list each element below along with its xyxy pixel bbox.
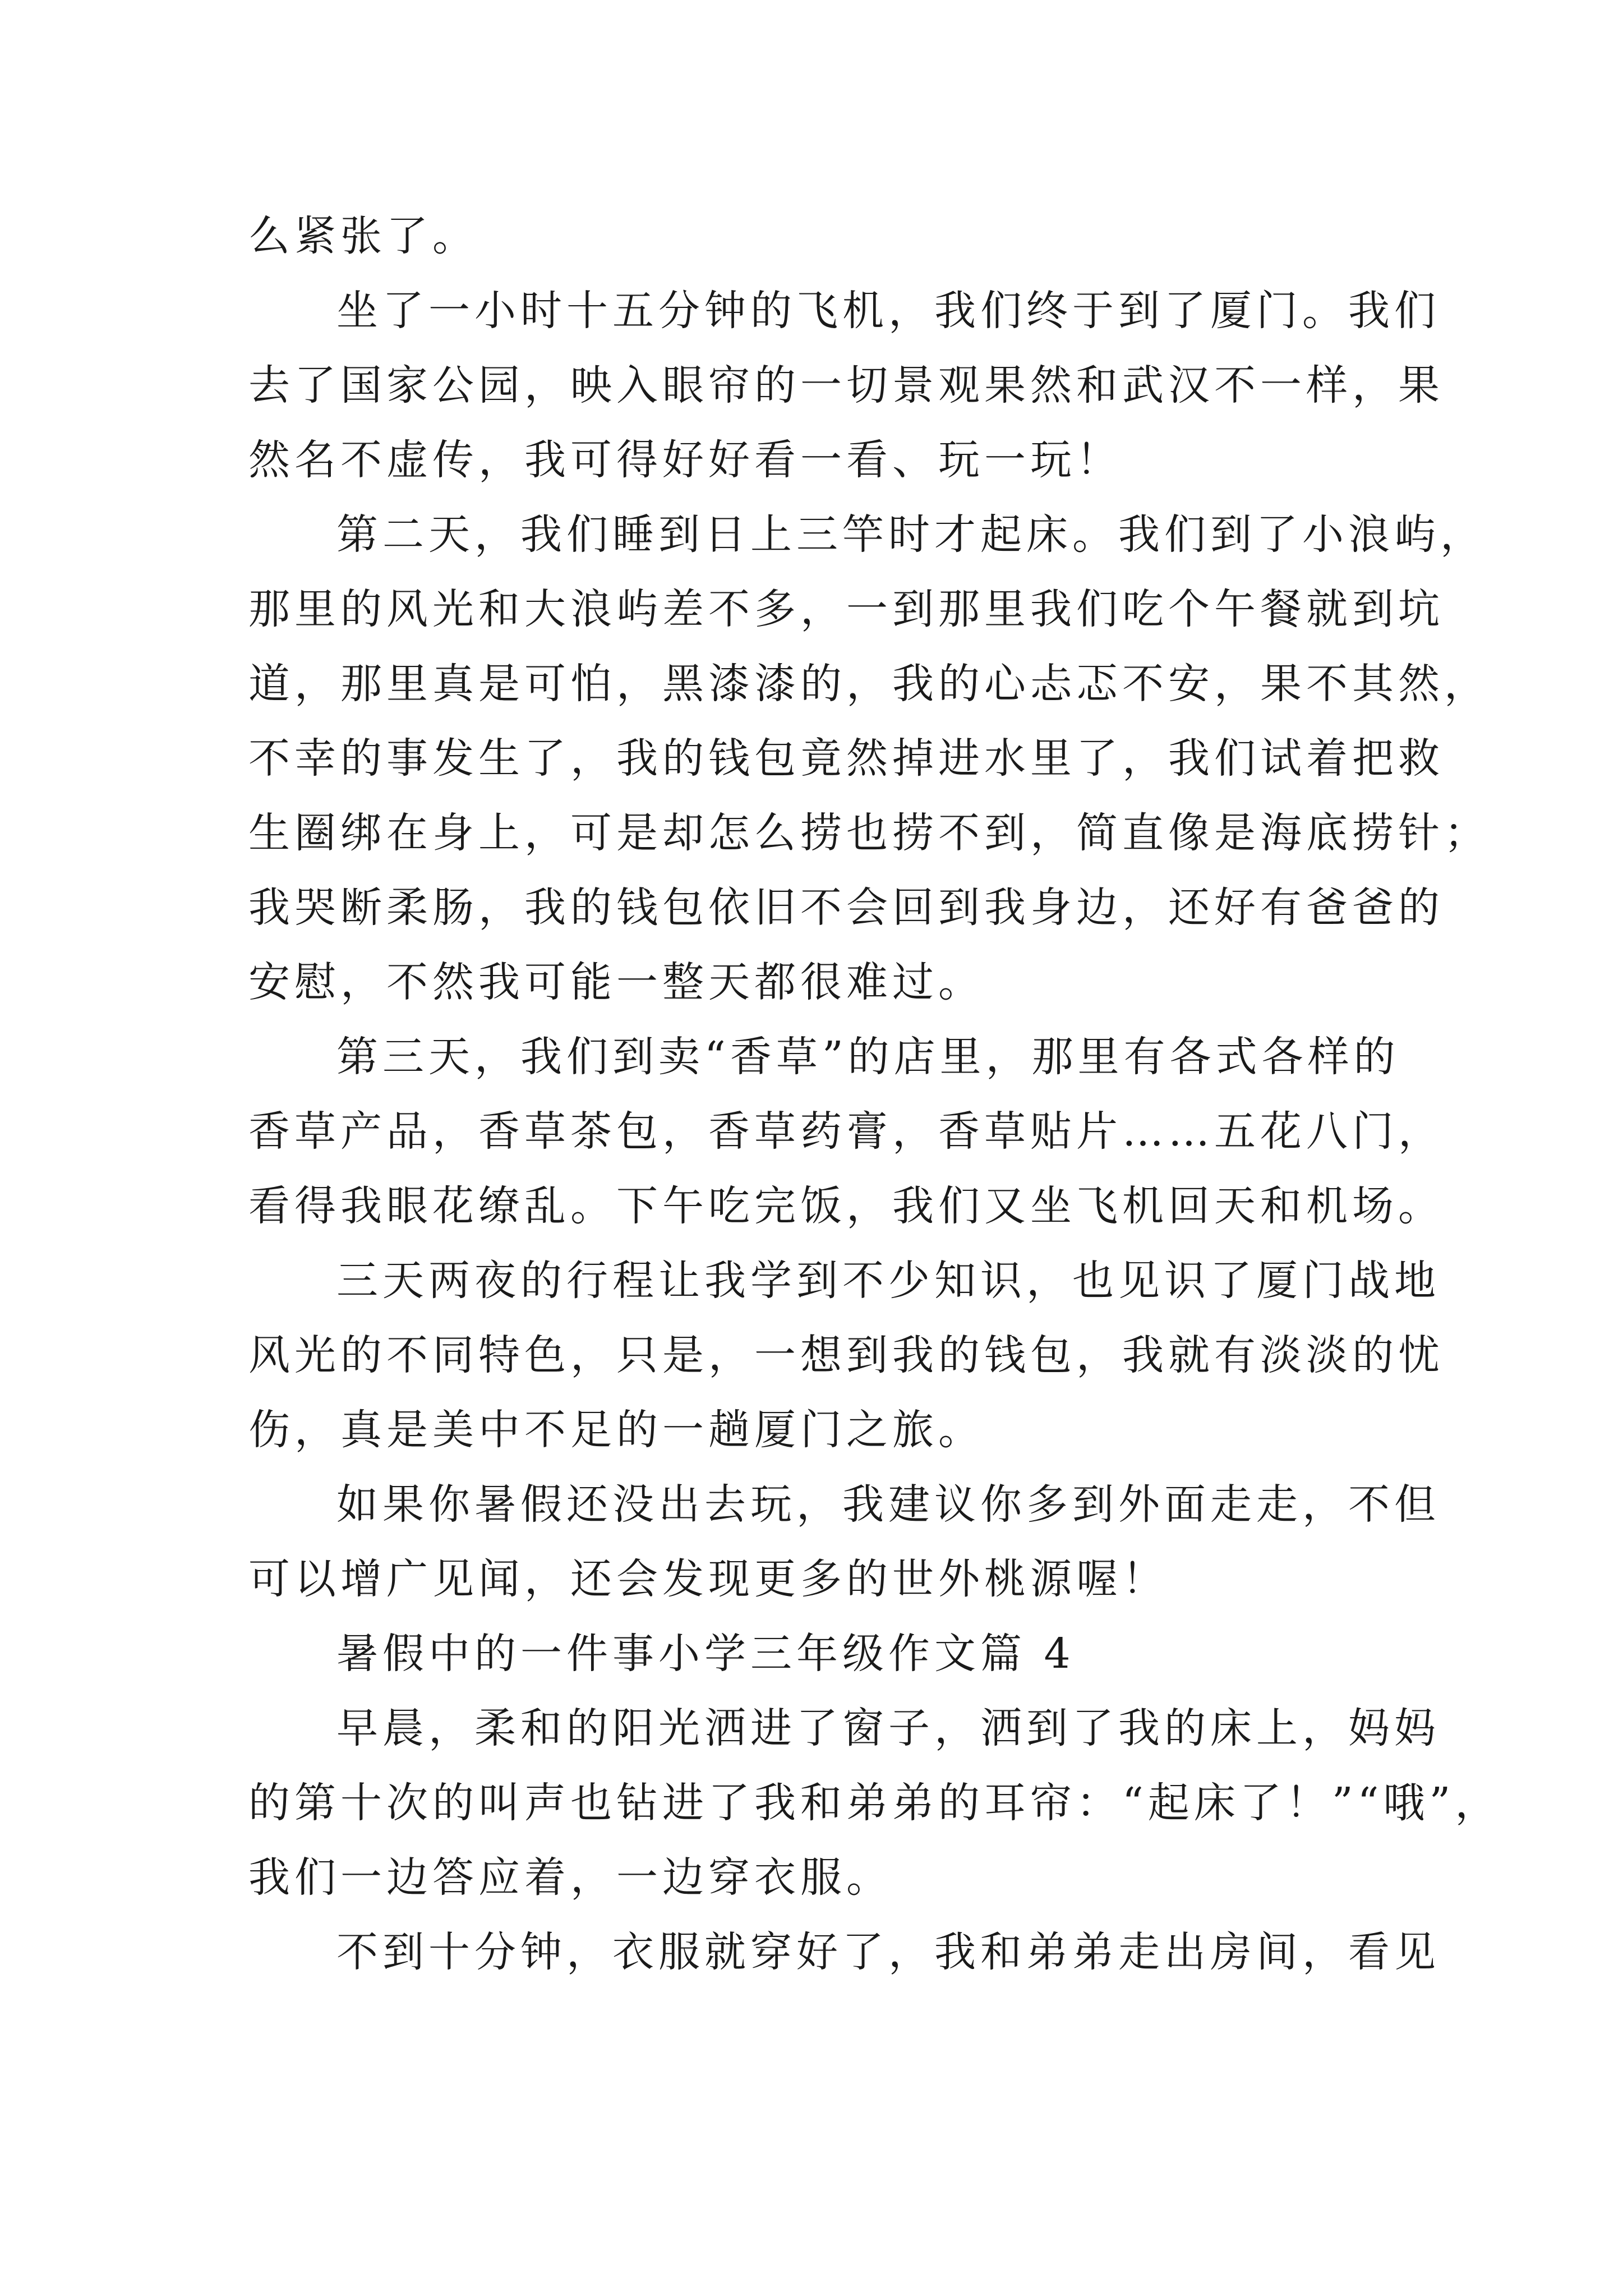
text-line: 我们一边答应着，一边穿衣服。 (248, 1853, 892, 1902)
text-line: 第三天，我们到卖“香草”的店里，那里有各式各样的 (336, 1033, 1400, 1081)
text-line: 可以增广见闻，还会发现更多的世外桃源喔！ (248, 1555, 1168, 1603)
text-line: 然名不虚传，我可得好好看一看、玩一玩！ (248, 436, 1122, 484)
text-line: 道，那里真是可怕，黑漆漆的，我的心忐忑不安，果不其然， (248, 660, 1490, 708)
text-line: 不幸的事发生了，我的钱包竟然掉进水里了，我们试着把救 (248, 734, 1444, 783)
text-line: 看得我眼花缭乱。下午吃完饭，我们又坐飞机回天和机场。 (248, 1182, 1444, 1230)
text-line: 伤，真是美中不足的一趟厦门之旅。 (248, 1406, 984, 1454)
text-line: 不到十分钟，衣服就穿好了，我和弟弟走出房间，看见 (336, 1928, 1440, 1976)
text-line: 生圈绑在身上，可是却怎么捞也捞不到，简直像是海底捞针； (248, 809, 1490, 857)
text-line: 的第十次的叫声也钻进了我和弟弟的耳帘：“起床了！”“哦”， (248, 1779, 1501, 1827)
text-line: 风光的不同特色，只是，一想到我的钱包，我就有淡淡的忧 (248, 1331, 1444, 1379)
text-line: 早晨，柔和的阳光洒进了窗子，洒到了我的床上，妈妈 (336, 1704, 1440, 1752)
text-line: 安慰，不然我可能一整天都很难过。 (248, 958, 984, 1006)
body-text (248, 199, 1501, 1990)
text-line: 暑假中的一件事小学三年级作文篇 4 (336, 1630, 1075, 1678)
text-line: 三天两夜的行程让我学到不少知识，也见识了厦门战地 (336, 1257, 1440, 1305)
text-line: 如果你暑假还没出去玩，我建议你多到外面走走，不但 (336, 1480, 1440, 1529)
text-line: 么紧张了。 (248, 212, 478, 260)
text-line: 第二天，我们睡到日上三竿时才起床。我们到了小浪屿， (336, 510, 1486, 559)
text-line: 那里的风光和大浪屿差不多，一到那里我们吃个午餐就到坑 (248, 585, 1444, 633)
text-line: 去了国家公园，映入眼帘的一切景观果然和武汉不一样，果 (248, 361, 1444, 409)
text-line: 我哭断柔肠，我的钱包依旧不会回到我身边，还好有爸爸的 (248, 884, 1444, 932)
text-line: 香草产品，香草茶包，香草药膏，香草贴片……五花八门， (248, 1107, 1444, 1156)
text-line: 坐了一小时十五分钟的飞机，我们终于到了厦门。我们 (336, 287, 1440, 335)
